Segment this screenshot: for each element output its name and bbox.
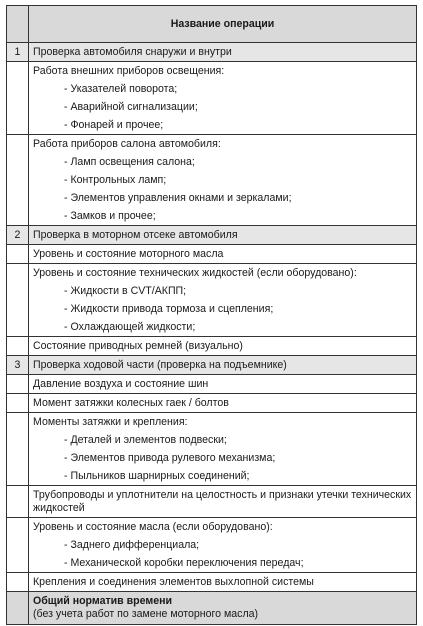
operation-row xyxy=(7,518,417,573)
total-note: (без учета работ по замене моторного масла) xyxy=(33,608,259,620)
operation-subitem: - Жидкости привода тормоза и сцепления; xyxy=(64,303,274,315)
operation-row xyxy=(7,245,417,264)
section-number: 1 xyxy=(7,43,29,62)
operation-cell xyxy=(29,264,417,337)
section-number: 2 xyxy=(7,226,29,245)
operation-subitem: - Аварийной сигнализации; xyxy=(64,101,198,113)
operation-subitem: - Охлаждающей жидкости; xyxy=(64,321,196,333)
operation-item: Крепления и соединения элементов выхлопной системы xyxy=(33,576,314,588)
operation-row xyxy=(7,62,417,135)
operation-row xyxy=(7,135,417,226)
section-title-cell xyxy=(29,43,417,62)
operation-row xyxy=(7,413,417,486)
operation-number-cell xyxy=(7,573,29,592)
operation-subitem: - Элементов привода рулевого механизма; xyxy=(64,452,276,464)
operation-number-cell xyxy=(7,518,29,573)
operation-row xyxy=(7,337,417,356)
operation-item: Уровень и состояние технических жидкостей (если оборудовано): xyxy=(33,267,357,279)
operation-number-cell xyxy=(7,413,29,486)
operation-row xyxy=(7,394,417,413)
operation-cell xyxy=(29,135,417,226)
operation-cell xyxy=(29,413,417,486)
operation-row xyxy=(7,375,417,394)
operation-item: Уровень и состояние масла (если оборудовано): xyxy=(33,521,273,533)
operation-number-cell xyxy=(7,264,29,337)
operation-item: Работа внешних приборов освещения: xyxy=(33,65,225,77)
operation-item: Уровень и состояние моторного масла xyxy=(33,248,224,260)
operation-cell xyxy=(29,394,417,413)
operation-subitem: - Элементов управления окнами и зеркалами; xyxy=(64,192,292,204)
operation-cell xyxy=(29,245,417,264)
total-number-cell xyxy=(7,592,29,625)
header-number-cell xyxy=(7,6,29,43)
operation-subitem: - Жидкости в CVT/АКПП; xyxy=(64,285,187,297)
operation-item: Состояние приводных ремней (визуально) xyxy=(33,340,243,352)
section-row xyxy=(7,226,417,245)
operation-subitem: - Указателей поворота; xyxy=(64,83,178,95)
operation-number-cell xyxy=(7,245,29,264)
section-row xyxy=(7,43,417,62)
total-row xyxy=(7,592,417,625)
operation-subitem: - Ламп освещения салона; xyxy=(64,156,195,168)
operation-number-cell xyxy=(7,394,29,413)
operation-item: Трубопроводы и уплотнители на целостность и признаки утечки технических жидкостей xyxy=(33,489,412,514)
section-title-cell xyxy=(29,226,417,245)
section-row xyxy=(7,356,417,375)
section-title: Проверка автомобиля снаружи и внутри xyxy=(33,46,232,58)
operation-number-cell xyxy=(7,62,29,135)
operation-number-cell xyxy=(7,486,29,518)
operation-item: Момент затяжки колесных гаек / болтов xyxy=(33,397,229,409)
operation-cell xyxy=(29,573,417,592)
operation-cell xyxy=(29,62,417,135)
operation-cell xyxy=(29,375,417,394)
operation-cell xyxy=(29,518,417,573)
operation-number-cell xyxy=(7,337,29,356)
operation-item: Работа приборов салона автомобиля: xyxy=(33,138,221,150)
operation-item: Давление воздуха и состояние шин xyxy=(33,378,209,390)
section-title: Проверка в моторном отсеке автомобиля xyxy=(33,229,238,241)
operation-number-cell xyxy=(7,375,29,394)
operation-number-cell xyxy=(7,135,29,226)
operation-cell xyxy=(29,337,417,356)
operation-row xyxy=(7,486,417,518)
header-title-cell: Название операции xyxy=(29,6,417,43)
table-header-row xyxy=(7,6,417,43)
operation-item: Моменты затяжки и крепления: xyxy=(33,416,188,428)
operation-subitem: - Пыльников шарнирных соединений; xyxy=(64,470,250,482)
section-title-cell xyxy=(29,356,417,375)
operation-subitem: - Контрольных ламп; xyxy=(64,174,167,186)
operation-subitem: - Замков и прочее; xyxy=(64,210,156,222)
section-title: Проверка ходовой части (проверка на подъемнике) xyxy=(33,359,287,371)
total-title: Общий норматив времени xyxy=(33,595,173,607)
operation-row xyxy=(7,573,417,592)
operation-subitem: - Заднего дифференциала; xyxy=(64,539,200,551)
section-number: 3 xyxy=(7,356,29,375)
operation-subitem: - Деталей и элементов подвески; xyxy=(64,434,227,446)
operation-subitem: - Фонарей и прочее; xyxy=(64,119,164,131)
operations-table xyxy=(6,5,417,625)
operation-cell xyxy=(29,486,417,518)
total-cell xyxy=(29,592,417,625)
operation-row xyxy=(7,264,417,337)
operation-subitem: - Механической коробки переключения передач; xyxy=(64,557,304,569)
